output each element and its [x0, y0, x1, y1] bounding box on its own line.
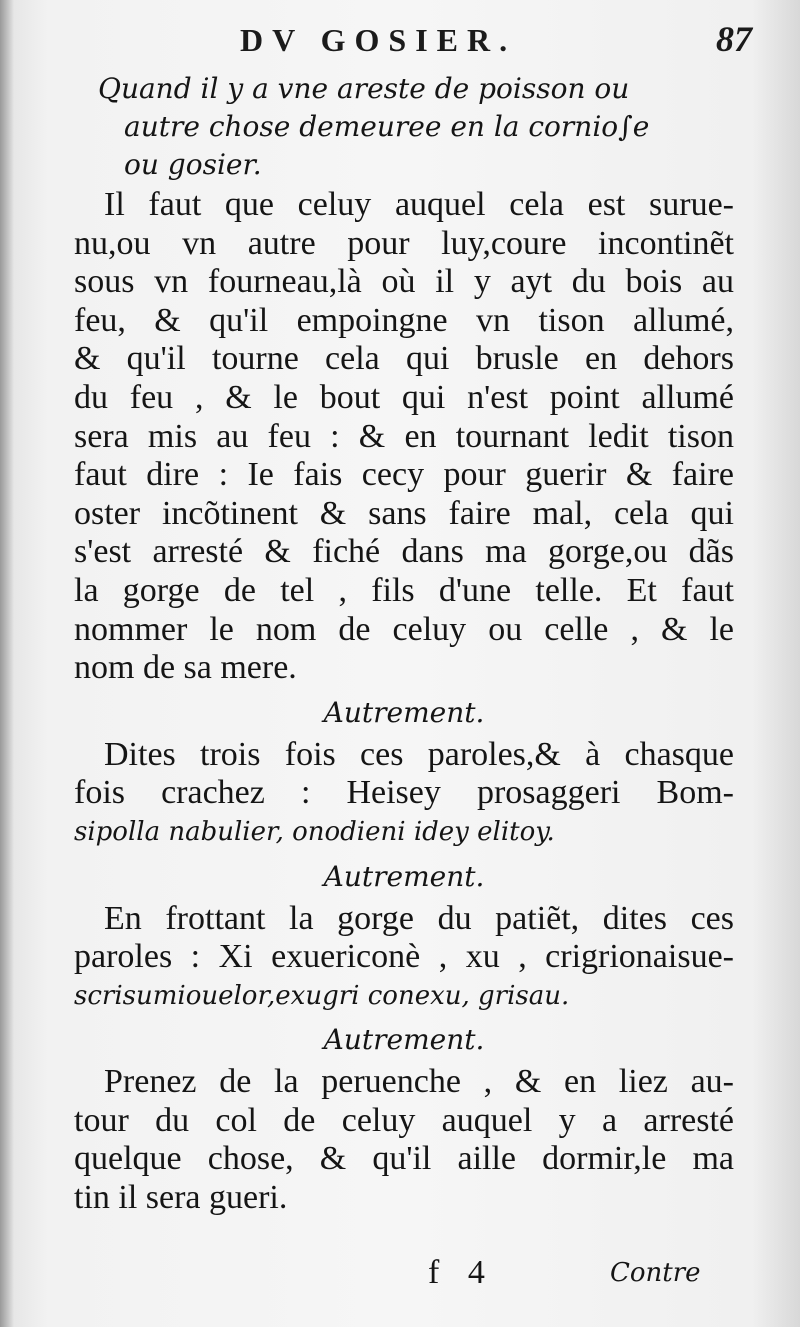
catchword: Contre [610, 1258, 701, 1288]
text-line: tour du col de celuy auquel y a arresté [74, 1101, 734, 1139]
page-gutter-shadow [0, 0, 14, 1327]
text-block [74, 70, 734, 1218]
text-line: En frottant la gorge du patiẽt, dites ces [104, 899, 734, 937]
running-head: DV GOSIER. [240, 22, 517, 58]
paragraph-1 [74, 186, 734, 688]
text-line: paroles : Xi exuericonè , xu , crigrionaisue- [74, 938, 734, 976]
text-line: Dites trois fois ces paroles,& à chasque [104, 735, 734, 773]
text-line: du feu , & le bout qui n'est point allumé [74, 378, 734, 416]
chapter-title-line-1: Quand il y a vne areste de poisson ou [98, 72, 630, 105]
text-line: la gorge de tel , fils d'une telle. Et faut [74, 571, 734, 609]
signature-mark: f 4 [428, 1254, 495, 1291]
incantation-line: scrisumiouelor,exugri conexu, grisau. [74, 980, 570, 1011]
text-line: & qu'il tourne cela qui brusle en dehors [74, 340, 734, 378]
section-heading-2: Autrement. [323, 859, 485, 893]
page-footer [0, 1254, 800, 1304]
chapter-title-line-3: ou gosier. [124, 148, 262, 181]
text-line: tin il sera gueri. [74, 1179, 288, 1217]
paragraph-4 [74, 1063, 734, 1217]
section-heading-1: Autrement. [323, 695, 485, 729]
page-number: 87 [716, 19, 752, 59]
text-line: Il faut que celuy auquel cela est surue- [104, 186, 734, 223]
paragraph-2 [74, 736, 734, 852]
text-line: sera mis au feu : & en tournant ledit tison [74, 417, 734, 455]
text-line: sous vn fourneau,là où il y ayt du bois au [74, 263, 734, 301]
text-line: nommer le nom de celuy ou celle , & le [74, 610, 734, 648]
incantation-line: sipolla nabulier, onodieni idey elitoy. [74, 816, 555, 847]
text-line: nu,ou vn autre pour luy,coure incontinẽt [74, 224, 734, 262]
text-line: quelque chose, & qu'il aille dormir,le ma [74, 1140, 734, 1178]
section-heading-3: Autrement. [323, 1023, 485, 1057]
text-line: fois crachez : Heisey prosaggeri Bom- [74, 774, 734, 812]
chapter-title-line-2: autre chose demeuree en la cornio∫e [124, 110, 650, 143]
page-header [0, 16, 800, 59]
paragraph-3 [74, 900, 734, 1016]
text-line: Prenez de la peruenche , & en liez au- [104, 1063, 734, 1101]
text-line: feu, & qu'il empoingne vn tison allumé, [74, 301, 734, 339]
text-line: s'est arresté & fiché dans ma gorge,ou dãs [74, 533, 734, 571]
text-line: faut dire : Ie fais cecy pour guerir & faire [74, 456, 734, 494]
text-line: nom de sa mere. [74, 649, 297, 687]
text-line: oster incõtinent & sans faire mal, cela qui [74, 494, 734, 532]
